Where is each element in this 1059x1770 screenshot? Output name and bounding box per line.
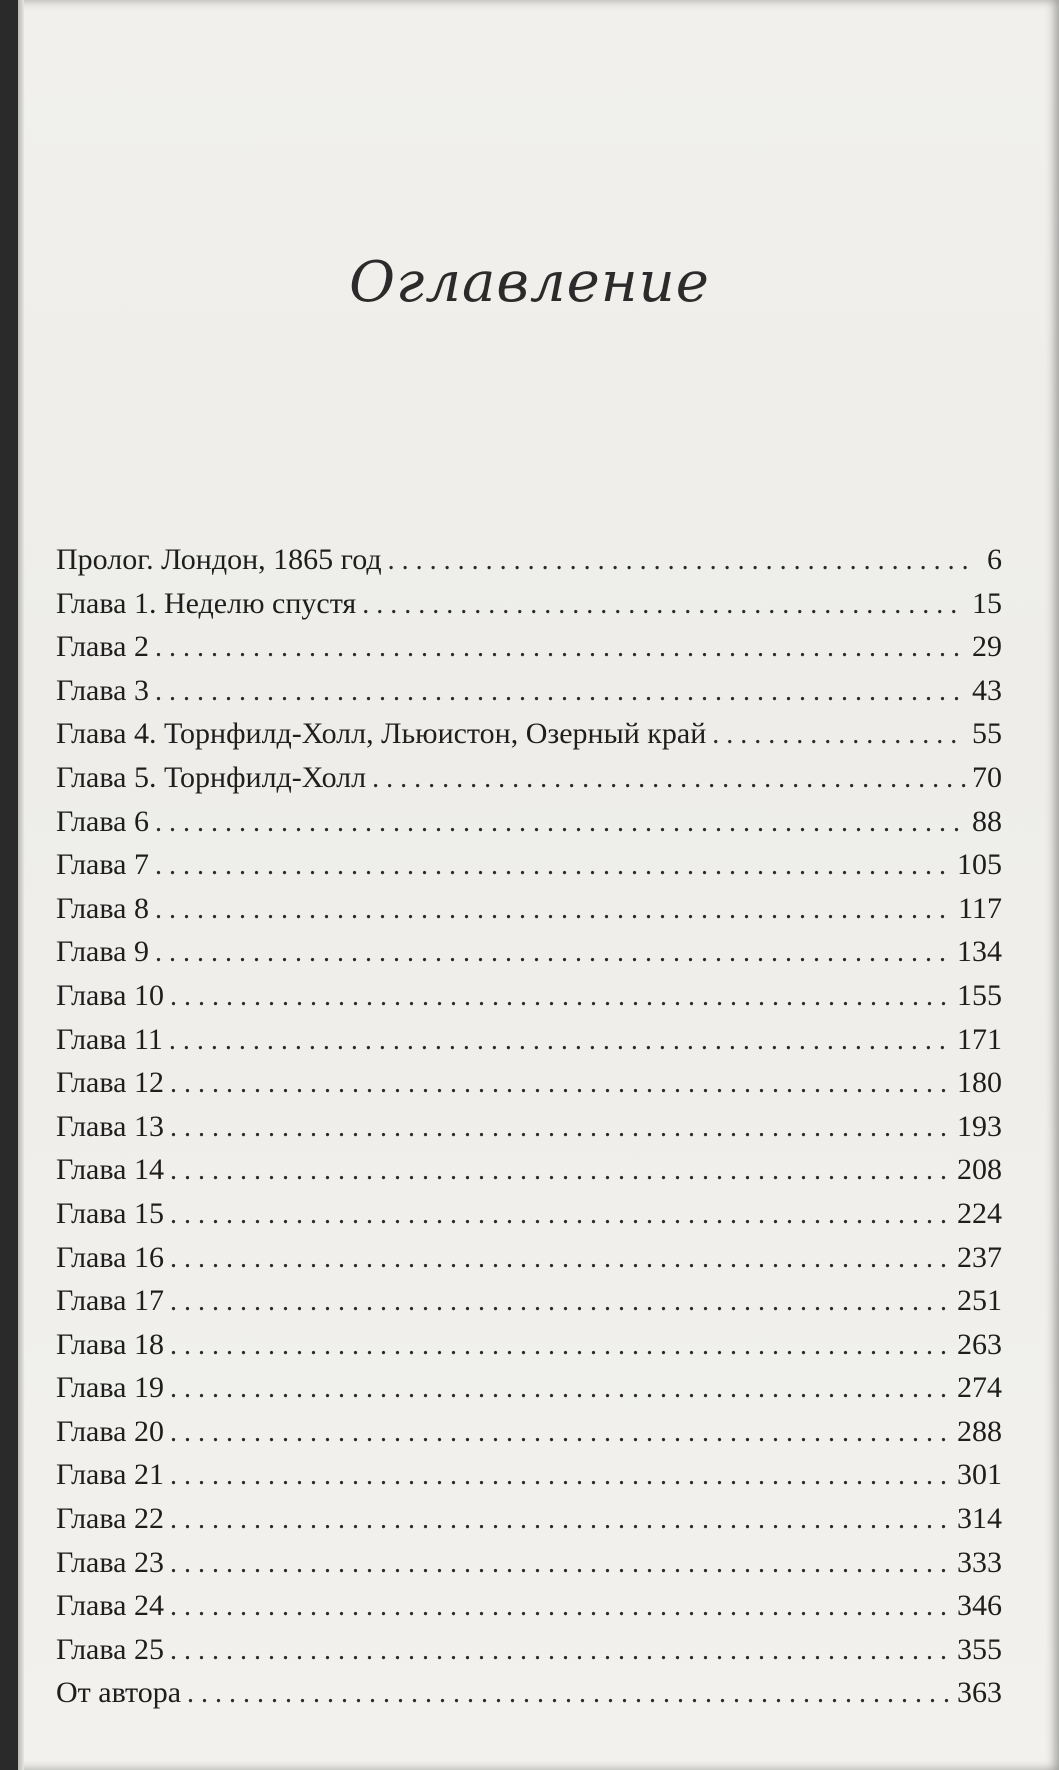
toc-entry-label: Глава 23 [56, 1545, 164, 1579]
toc-entry-page-number: 171 [957, 1022, 1002, 1056]
toc-entry [56, 1279, 1002, 1323]
toc-leader-dots [170, 1367, 951, 1411]
toc-entry-label: Глава 21 [56, 1458, 164, 1492]
toc-entry [56, 1671, 1002, 1715]
toc-entry [56, 887, 1002, 931]
toc-entry [56, 974, 1002, 1018]
toc-entry [56, 1497, 1002, 1541]
toc-entry-label: Глава 7 [56, 848, 149, 882]
toc-entry [56, 1105, 1002, 1149]
toc-entry-label: Глава 20 [56, 1414, 164, 1448]
toc-entry-label: Глава 15 [56, 1196, 164, 1230]
toc-entry [56, 1323, 1002, 1367]
toc-leader-dots [170, 1149, 951, 1193]
toc-entry [56, 625, 1002, 669]
toc-entry [56, 1236, 1002, 1280]
toc-leader-dots [169, 1019, 951, 1063]
toc-entry-label: Глава 16 [56, 1240, 164, 1274]
toc-entry [56, 582, 1002, 626]
toc-leader-dots [170, 1498, 951, 1542]
toc-entry-label: Глава 11 [56, 1022, 163, 1056]
toc-entry-label: Глава 12 [56, 1066, 164, 1100]
toc-leader-dots [362, 583, 966, 627]
toc-entry-page-number: 251 [957, 1284, 1002, 1318]
toc-entry [56, 1628, 1002, 1672]
toc-entry-page-number: 237 [957, 1240, 1002, 1274]
toc-entry-label: От автора [56, 1676, 182, 1710]
toc-entry-page-number: 314 [957, 1502, 1002, 1536]
toc-leader-dots [155, 626, 966, 670]
toc-entry [56, 800, 1002, 844]
toc-entry-label: Глава 13 [56, 1109, 164, 1143]
toc-entry-label: Глава 17 [56, 1284, 164, 1318]
toc-entry-label: Глава 24 [56, 1589, 164, 1623]
toc-entry-page-number: 180 [957, 1066, 1002, 1100]
toc-entry-page-number: 134 [957, 935, 1002, 969]
toc-leader-dots [170, 1324, 951, 1368]
toc-leader-dots [712, 713, 966, 757]
toc-entry-label: Глава 22 [56, 1502, 164, 1536]
toc-entry [56, 1018, 1002, 1062]
toc-leader-dots [155, 801, 966, 845]
toc-entry [56, 1061, 1002, 1105]
toc-entry-page-number: 355 [957, 1632, 1002, 1666]
toc-leader-dots [388, 539, 972, 583]
toc-entry-label: Пролог. Лондон, 1865 год [56, 543, 382, 576]
toc-entry-page-number: 6 [987, 543, 1002, 576]
toc-leader-dots [155, 670, 966, 714]
toc-entry-page-number: 88 [972, 804, 1002, 838]
toc-entry-page-number: 155 [957, 978, 1002, 1012]
toc-leader-dots [170, 1237, 951, 1281]
toc-entry [56, 1584, 1002, 1628]
toc-entry [56, 538, 1002, 582]
toc-entry [56, 1410, 1002, 1454]
toc-leader-dots [187, 1672, 951, 1716]
toc-entry [56, 930, 1002, 974]
toc-leader-dots [170, 1106, 951, 1150]
toc-entry [56, 1453, 1002, 1497]
toc-entry-label: Глава 9 [56, 935, 149, 969]
toc-leader-dots [170, 1193, 951, 1237]
toc-entry-page-number: 15 [972, 586, 1002, 620]
toc-entry-label: Глава 19 [56, 1371, 164, 1405]
toc-entry [56, 712, 1002, 756]
toc-entry [56, 1192, 1002, 1236]
toc-entry-label: Глава 10 [56, 978, 164, 1012]
toc-leader-dots [170, 975, 951, 1019]
toc-entry-label: Глава 6 [56, 804, 149, 838]
toc-entry-page-number: 301 [957, 1458, 1002, 1492]
toc-leader-dots [170, 1280, 951, 1324]
toc-entry-page-number: 193 [957, 1109, 1002, 1143]
toc-entry-page-number: 346 [957, 1589, 1002, 1623]
toc-entry-page-number: 224 [957, 1196, 1002, 1230]
toc-entry-label: Глава 1. Неделю спустя [56, 586, 357, 620]
toc-entry-page-number: 333 [957, 1545, 1002, 1579]
toc-entry-page-number: 43 [972, 673, 1002, 707]
toc-entry-page-number: 274 [957, 1371, 1002, 1405]
toc-entry-label: Глава 18 [56, 1327, 164, 1361]
toc-leader-dots [155, 844, 951, 888]
toc-leader-dots [155, 888, 952, 932]
toc-entry-page-number: 363 [957, 1676, 1002, 1710]
toc-leader-dots [170, 1454, 951, 1498]
toc-entry-label: Глава 25 [56, 1632, 164, 1666]
toc-entry-label: Глава 3 [56, 673, 149, 707]
page-title: Оглавление [349, 250, 710, 315]
toc-leader-dots [170, 1062, 951, 1106]
toc-entry [56, 756, 1002, 800]
toc-leader-dots [170, 1629, 951, 1673]
toc-entry-page-number: 105 [957, 848, 1002, 882]
toc-entry-label: Глава 14 [56, 1153, 164, 1187]
toc-entry-label: Глава 4. Торнфилд-Холл, Льюистон, Озерный край [56, 717, 707, 751]
toc-leader-dots [170, 1542, 951, 1586]
toc-entry-page-number: 70 [972, 760, 1002, 794]
toc-leader-dots [372, 757, 966, 801]
toc-entry [56, 843, 1002, 887]
toc-entry-page-number: 29 [972, 630, 1002, 664]
toc-entry [56, 1148, 1002, 1192]
toc-entry-page-number: 55 [972, 717, 1002, 751]
toc-entry [56, 1366, 1002, 1410]
toc-entry-page-number: 263 [957, 1327, 1002, 1361]
toc-entry-label: Глава 2 [56, 630, 149, 664]
toc-entry-page-number: 117 [958, 891, 1002, 925]
toc-leader-dots [170, 1585, 951, 1629]
toc-entry [56, 669, 1002, 713]
toc-entry-label: Глава 5. Торнфилд-Холл [56, 760, 367, 794]
table-of-contents [56, 538, 1002, 1715]
toc-entry-label: Глава 8 [56, 891, 149, 925]
toc-leader-dots [155, 931, 951, 975]
toc-entry [56, 1541, 1002, 1585]
toc-entry-page-number: 208 [957, 1153, 1002, 1187]
toc-leader-dots [170, 1411, 951, 1455]
toc-entry-page-number: 288 [957, 1414, 1002, 1448]
